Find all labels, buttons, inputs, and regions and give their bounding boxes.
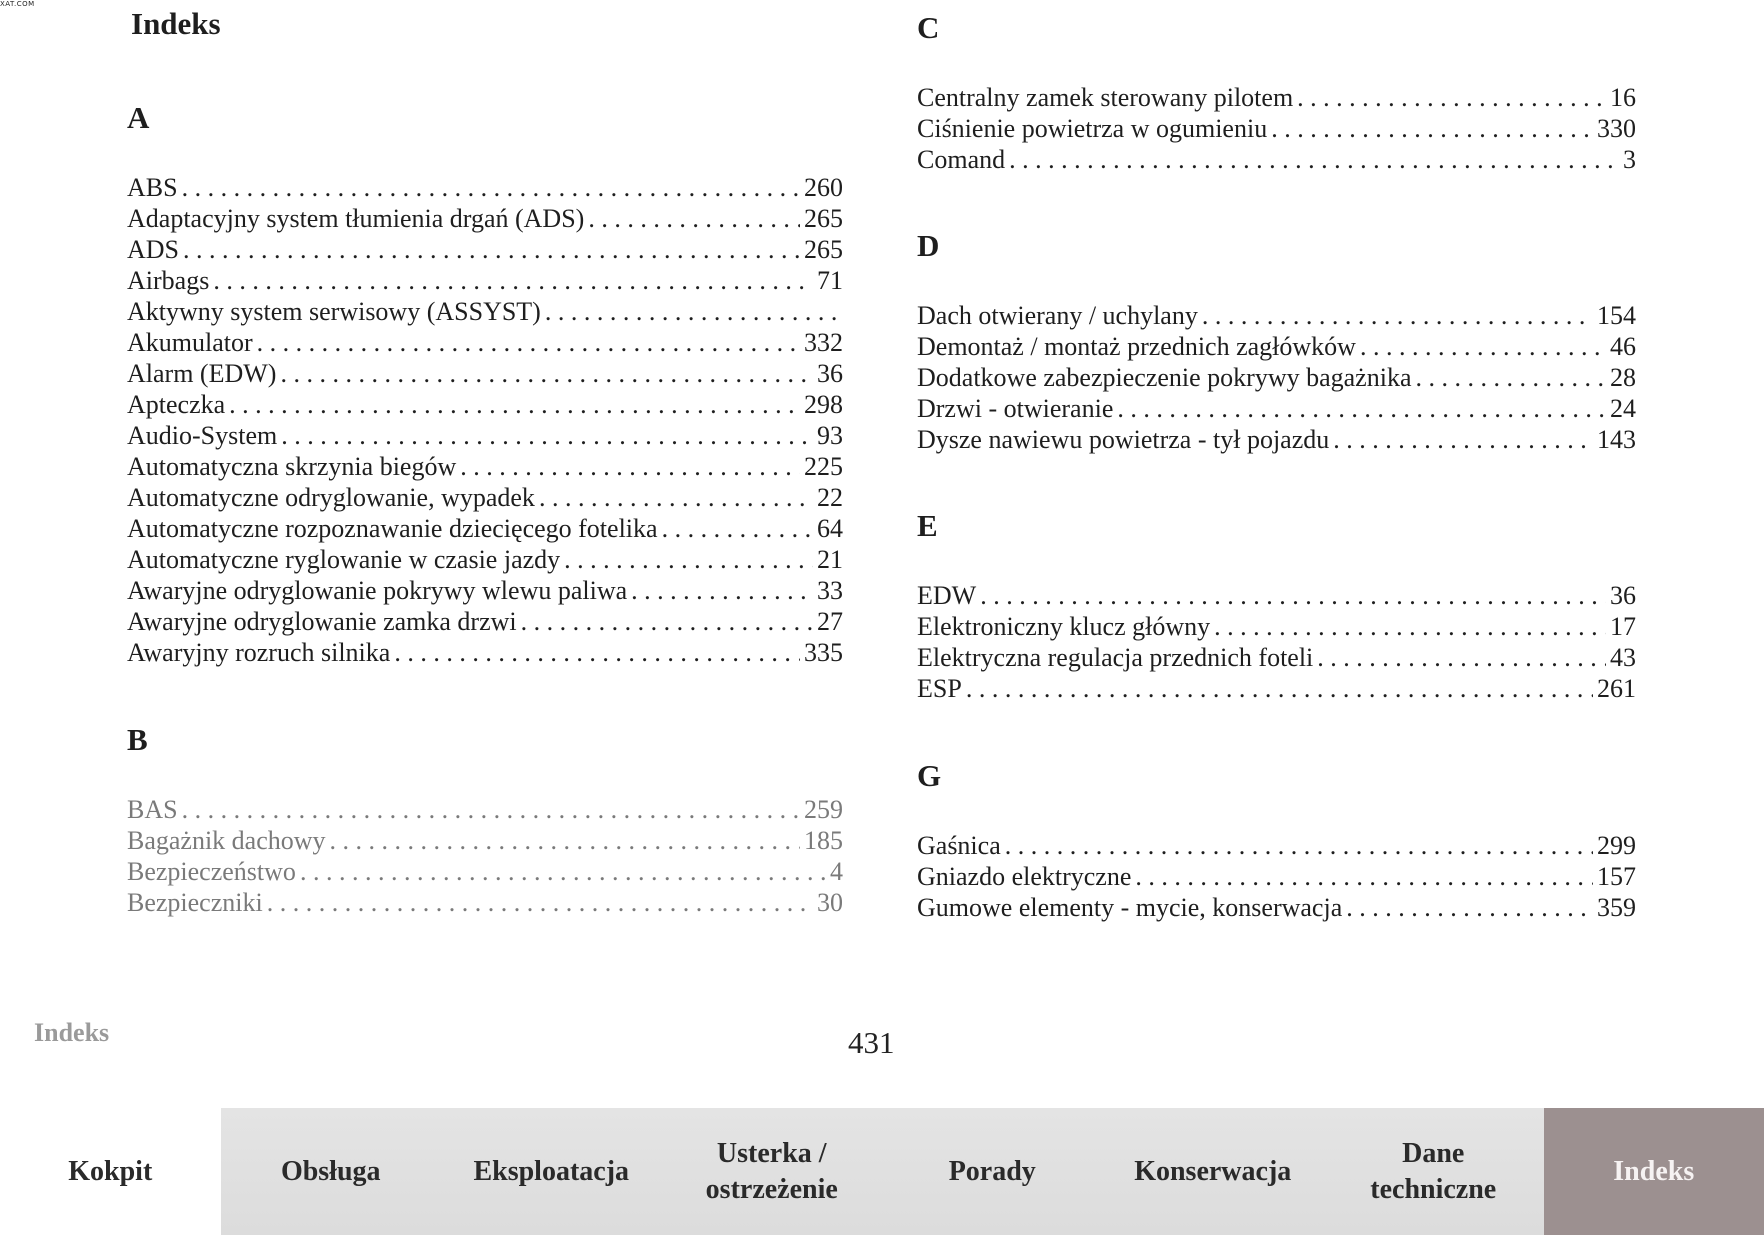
tab-label-line: Kokpit: [68, 1155, 153, 1187]
index-entry: [917, 580, 1636, 611]
index-term: Gaśnica: [917, 831, 1001, 860]
tab-label-line: ostrzeżenie: [705, 1173, 838, 1205]
index-page-number: 71: [817, 266, 843, 295]
dot-leader: [182, 172, 800, 203]
index-section-g: [917, 750, 1636, 923]
index-entry: [127, 606, 843, 637]
tab-label: [706, 1136, 838, 1208]
index-entry: [917, 144, 1636, 175]
dot-leader: [545, 296, 839, 327]
footer-section-label: Indeks: [34, 1018, 110, 1047]
index-page-number: 259: [804, 795, 843, 824]
tab-label-line: Usterka /: [716, 1137, 827, 1169]
tab-3[interactable]: [441, 1108, 662, 1235]
index-page-number: 359: [1597, 893, 1636, 922]
index-page-number: 64: [817, 514, 843, 543]
tab-label: [281, 1154, 381, 1190]
dot-leader: [213, 265, 813, 296]
index-page-number: 93: [817, 421, 843, 450]
dot-leader: [564, 544, 813, 575]
index-term: Automatyczne ryglowanie w czasie jazdy: [127, 545, 561, 574]
index-entry: [917, 424, 1636, 455]
index-entry: [917, 300, 1636, 331]
tab-label: [68, 1154, 152, 1190]
dot-leader: [257, 327, 800, 358]
dot-leader: [300, 856, 826, 887]
index-term: Aktywny system serwisowy (ASSYST): [127, 297, 541, 326]
index-page-number: 299: [1597, 831, 1636, 860]
dot-leader: [1009, 144, 1619, 175]
index-section-d: [917, 220, 1636, 455]
index-entry: [917, 82, 1636, 113]
index-entry: [127, 203, 843, 234]
watermark: XAT.COM: [0, 0, 35, 8]
section-letter: A: [127, 100, 150, 135]
index-entry: [127, 265, 843, 296]
index-page-number: 16: [1610, 83, 1636, 112]
index-entry: [127, 482, 843, 513]
index-section-b: [127, 714, 843, 918]
index-page-number: 17: [1610, 612, 1636, 641]
index-entry: [127, 420, 843, 451]
index-term: Bagażnik dachowy: [127, 826, 326, 855]
chapter-tab-bar: [0, 1108, 1764, 1235]
tab-1[interactable]: [0, 1108, 221, 1235]
tab-label: [1134, 1154, 1291, 1190]
index-page-number: 298: [804, 390, 843, 419]
index-page-number: 33: [817, 576, 843, 605]
dot-leader: [394, 637, 800, 668]
index-entry: [917, 331, 1636, 362]
tab-2[interactable]: [221, 1108, 442, 1235]
tab-label: [473, 1154, 629, 1190]
index-page-number: 28: [1610, 363, 1636, 392]
index-entry: [127, 575, 843, 606]
index-page-number: 36: [1610, 581, 1636, 610]
index-term: Awaryjne odryglowanie zamka drzwi: [127, 607, 517, 636]
dot-leader: [588, 203, 800, 234]
tab-7[interactable]: [1323, 1108, 1544, 1235]
dot-leader: [521, 606, 813, 637]
index-term: Adaptacyjny system tłumienia drgań (ADS): [127, 204, 585, 233]
index-term: Dysze nawiewu powietrza - tył pojazdu: [917, 425, 1330, 454]
index-entry: [127, 234, 843, 265]
tab-5[interactable]: [882, 1108, 1103, 1235]
dot-leader: [539, 482, 813, 513]
index-entry: [127, 544, 843, 575]
index-entry: [917, 861, 1636, 892]
index-entry: [917, 611, 1636, 642]
tab-label-line: Eksploatacja: [473, 1155, 630, 1187]
index-entry: [127, 327, 843, 358]
page-title: Indeks: [131, 6, 221, 41]
index-term: Demontaż / montaż przednich zagłówków: [917, 332, 1356, 361]
index-entry: [917, 673, 1636, 704]
index-term: Apteczka: [127, 390, 226, 419]
tab-label-line: Indeks: [1613, 1155, 1695, 1187]
index-entry: [917, 892, 1636, 923]
index-term: EDW: [917, 581, 977, 610]
index-page-number: 225: [804, 452, 843, 481]
index-entry: [917, 393, 1636, 424]
section-letter: G: [917, 758, 942, 793]
index-entry: [917, 113, 1636, 144]
index-entry: [127, 358, 843, 389]
tab-label: [1613, 1154, 1694, 1190]
index-entry: [127, 296, 843, 327]
dot-leader: [1333, 424, 1593, 455]
index-page-number: 265: [804, 235, 843, 264]
index-entry: [127, 856, 843, 887]
dot-leader: [1135, 861, 1593, 892]
index-page-number: 43: [1610, 643, 1636, 672]
index-entry: [127, 637, 843, 668]
index-term: ADS: [127, 235, 180, 264]
index-entry: [127, 513, 843, 544]
index-page-number: 157: [1597, 862, 1636, 891]
dot-leader: [460, 451, 800, 482]
index-page-number: 330: [1597, 114, 1636, 143]
section-letter: C: [917, 10, 940, 45]
index-term: Awaryjne odryglowanie pokrywy wlewu paliwa: [127, 576, 628, 605]
tab-label-line: Dane: [1402, 1137, 1465, 1169]
index-term: Alarm (EDW): [127, 359, 277, 388]
index-term: ESP: [917, 674, 962, 703]
section-letter: E: [917, 508, 938, 543]
index-term: Gumowe elementy - mycie, konserwacja: [917, 893, 1343, 922]
dot-leader: [1317, 642, 1606, 673]
index-page-number: 335: [804, 638, 843, 667]
dot-leader: [182, 794, 800, 825]
dot-leader: [1360, 331, 1606, 362]
dot-leader: [1271, 113, 1593, 144]
index-entry: [127, 389, 843, 420]
index-entry: [917, 642, 1636, 673]
dot-leader: [1214, 611, 1606, 642]
index-page-number: 154: [1597, 301, 1636, 330]
tab-label-line: Obsługa: [280, 1155, 381, 1187]
index-entry: [127, 794, 843, 825]
index-entry: [127, 825, 843, 856]
dot-leader: [980, 580, 1606, 611]
index-term: Airbags: [127, 266, 210, 295]
index-section-a: [127, 92, 843, 668]
index-page-number: 332: [804, 328, 843, 357]
dot-leader: [229, 389, 800, 420]
index-page-number: 46: [1610, 332, 1636, 361]
index-term: Audio-System: [127, 421, 278, 450]
index-term: Elektroniczny klucz główny: [917, 612, 1211, 641]
tab-label: [1370, 1136, 1496, 1208]
dot-leader: [1415, 362, 1606, 393]
index-term: Comand: [917, 145, 1006, 174]
tab-label: [949, 1154, 1036, 1190]
dot-leader: [183, 234, 800, 265]
dot-leader: [662, 513, 813, 544]
dot-leader: [1346, 892, 1593, 923]
dot-leader: [267, 887, 813, 918]
index-page-number: 260: [804, 173, 843, 202]
tab-label-line: techniczne: [1370, 1173, 1497, 1205]
index-page-number: 265: [804, 204, 843, 233]
tab-label-line: Konserwacja: [1134, 1155, 1292, 1187]
index-page-number: 24: [1610, 394, 1636, 423]
index-term: Bezpieczeństwo: [127, 857, 296, 886]
index-page-number: 22: [817, 483, 843, 512]
dot-leader: [631, 575, 813, 606]
index-term: Awaryjny rozruch silnika: [127, 638, 391, 667]
index-term: Automatyczne odryglowanie, wypadek: [127, 483, 535, 512]
index-section-e: [917, 500, 1636, 704]
tab-8[interactable]: [1544, 1108, 1764, 1235]
index-term: Dodatkowe zabezpieczenie pokrywy bagażnika: [917, 363, 1412, 392]
index-page-number: 30: [817, 888, 843, 917]
index-term: Ciśnienie powietrza w ogumieniu: [917, 114, 1268, 143]
dot-leader: [966, 673, 1593, 704]
tab-6[interactable]: [1103, 1108, 1324, 1235]
dot-leader: [281, 420, 813, 451]
index-term: Automatyczna skrzynia biegów: [127, 452, 457, 481]
dot-leader: [1117, 393, 1606, 424]
index-term: Drzwi - otwieranie: [917, 394, 1114, 423]
dot-leader: [330, 825, 800, 856]
index-page-number: 21: [817, 545, 843, 574]
dot-leader: [1202, 300, 1593, 331]
dot-leader: [280, 358, 813, 389]
tab-4[interactable]: [662, 1108, 883, 1235]
index-term: Dach otwierany / uchylany: [917, 301, 1198, 330]
index-term: Akumulator: [127, 328, 253, 357]
index-page-number: 27: [817, 607, 843, 636]
index-section-c: [917, 2, 1636, 175]
index-entry: [917, 362, 1636, 393]
index-term: Automatyczne rozpoznawanie dziecięcego fotelika: [127, 514, 658, 543]
page-number: 431: [848, 1025, 895, 1060]
index-page-number: 36: [817, 359, 843, 388]
index-term: Centralny zamek sterowany pilotem: [917, 83, 1294, 112]
index-term: ABS: [127, 173, 178, 202]
index-term: Bezpieczniki: [127, 888, 263, 917]
tab-label-line: Porady: [948, 1155, 1036, 1187]
index-page-number: 143: [1597, 425, 1636, 454]
index-page-number: 261: [1597, 674, 1636, 703]
index-entry: [127, 172, 843, 203]
section-letter: B: [127, 722, 148, 757]
index-entry: [127, 887, 843, 918]
index-entry: [917, 830, 1636, 861]
index-page-number: 185: [804, 826, 843, 855]
index-page-number: 4: [830, 857, 843, 886]
index-term: Gniazdo elektryczne: [917, 862, 1132, 891]
index-term: Elektryczna regulacja przednich foteli: [917, 643, 1314, 672]
dot-leader: [1297, 82, 1606, 113]
index-page-number: 3: [1623, 145, 1636, 174]
index-entry: [127, 451, 843, 482]
index-term: BAS: [127, 795, 178, 824]
dot-leader: [1005, 830, 1593, 861]
section-letter: D: [917, 228, 940, 263]
